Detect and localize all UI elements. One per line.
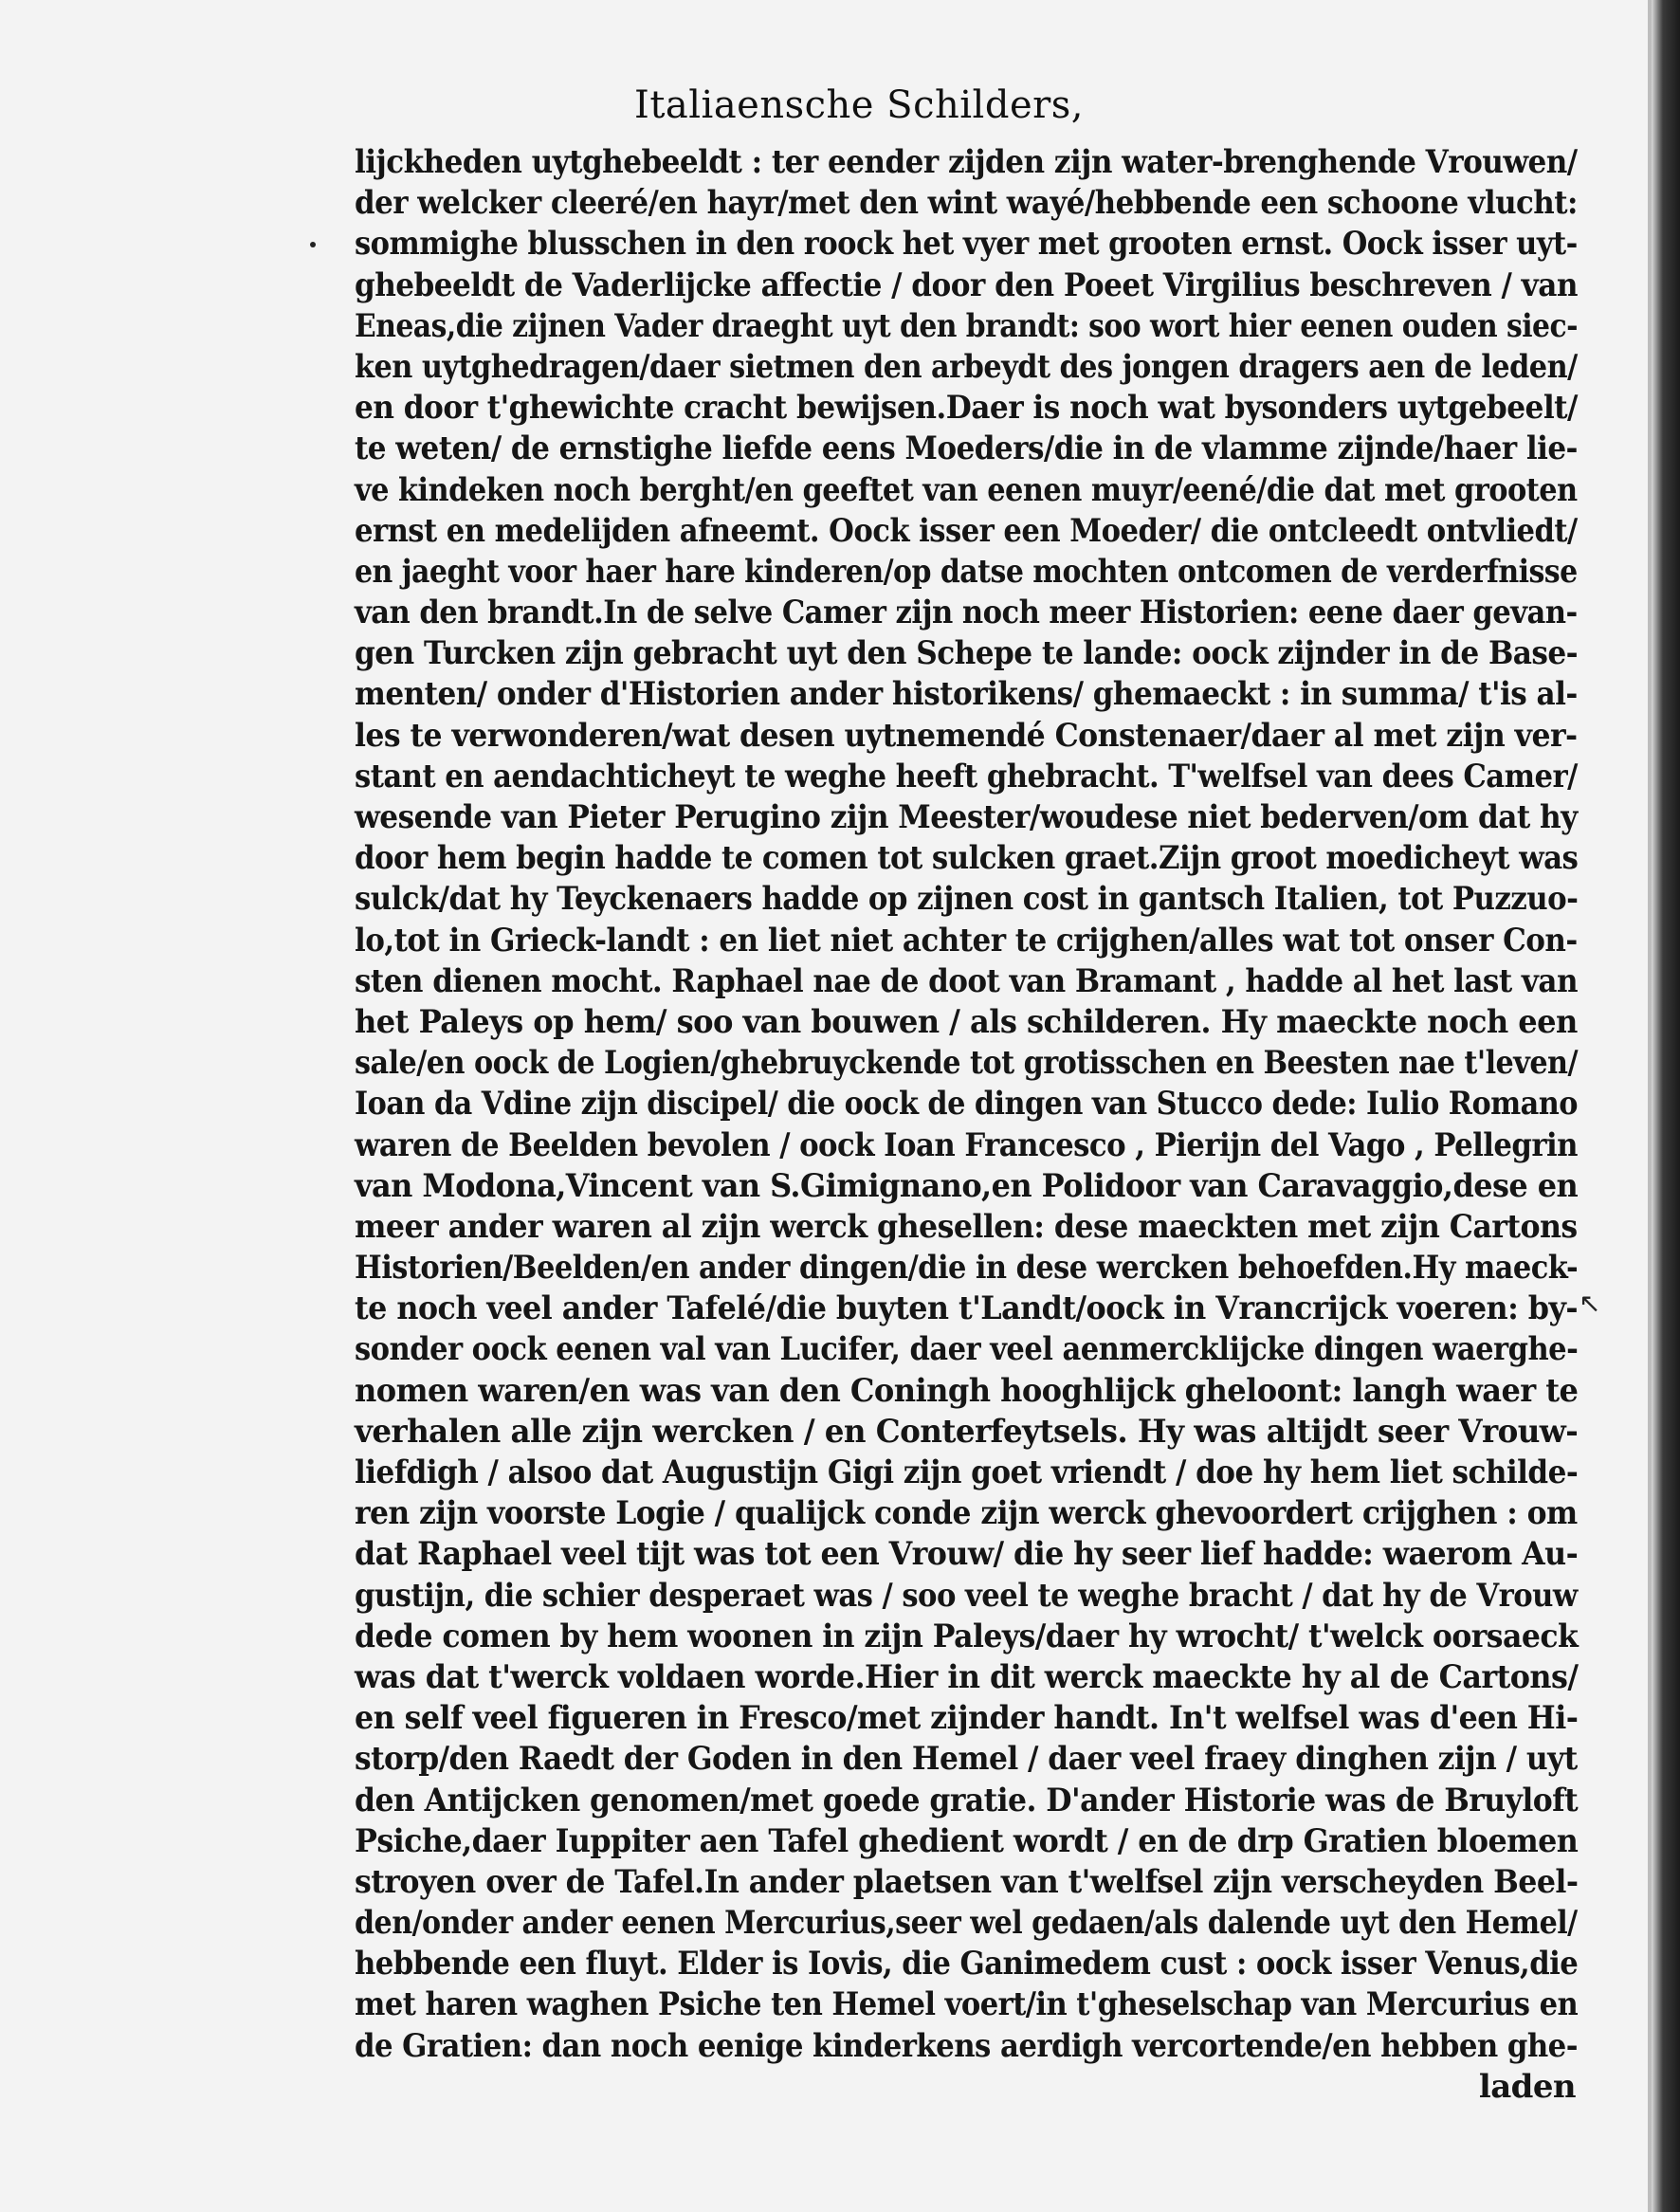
text-line: wesende van Pieter Perugino zijn Meester/woudese niet bederven/om dat hy — [355, 798, 1578, 836]
text-line: en jaeght voor haer hare kinderen/op datse mochten ontcomen de verderfnisse — [355, 552, 1578, 591]
text-line: door hem begin hadde te comen tot sulcken graet.Zijn groot moedicheyt was — [355, 839, 1579, 878]
text-line: Historien/Beelden/en ander dingen/die in dese wercken behoefden.Hy maeck- — [355, 1249, 1579, 1288]
text-line: de Gratien: dan noch eenige kinderkens aerdigh vercortende/en hebben ghe- — [355, 2026, 1578, 2065]
text-line: Ioan da Vdine zijn discipel/ die oock de dingen van Stucco dede: Iulio Romano — [355, 1085, 1578, 1124]
text-line: en self veel figueren in Fresco/met zijnder handt. In't welfsel was d'een Hi- — [355, 1699, 1579, 1738]
text-line: ren zijn voorste Logie / qualijck conde zijn werck ghevoordert crijghen : om — [355, 1494, 1578, 1533]
text-line: gustijn, die schier desperaet was / soo veel te weghe bracht / dat hy de Vrouw — [355, 1576, 1578, 1615]
text-line: te weten/ de ernstighe liefde eens Moeders/die in de vlamme zijnde/haer lie- — [355, 430, 1578, 468]
text-line: sonder oock eenen val van Lucifer, daer veel aenmercklijcke dingen waerghe- — [355, 1330, 1579, 1369]
text-line: sommighe blusschen in den roock het vyer met grooten ernst. Oock isser uyt- — [355, 225, 1578, 264]
text-line: waren de Beelden bevolen / oock Ioan Francesco , Pierijn del Vago , Pellegrin — [355, 1125, 1578, 1164]
text-line: verhalen alle zijn wercken / en Conterfeytsels. Hy was altijdt seer Vrouw- — [355, 1412, 1579, 1451]
text-line: menten/ onder d'Historien ander historikens/ ghemaeckt : in summa/ t'is al- — [355, 675, 1578, 714]
text-line: laden — [1478, 2067, 1576, 2106]
body-text — [355, 142, 1587, 2108]
text-line: ken uytghedragen/daer sietmen den arbeydt des jongen dragers aen de leden/ — [355, 347, 1578, 386]
text-line: hebbende een fluyt. Elder is Iovis, die Ganimedem cust : oock isser Venus,die — [355, 1945, 1579, 1983]
text-line: te noch veel ander Tafelé/die buyten t'Landt/oock in Vrancrijck voeren: by- — [355, 1289, 1579, 1328]
text-line: ernst en medelijden afneemt. Oock isser een Moeder/ die ontcleedt ontvliedt/ — [355, 511, 1578, 550]
text-line: les te verwonderen/wat desen uytnemendé Constenaer/daer al met zijn ver- — [355, 716, 1578, 755]
text-line: den Antijcken genomen/met goede gratie. D'ander Historie was de Bruyloft — [355, 1781, 1579, 1819]
text-line: stroyen over de Tafel.In ander plaetsen van t'welfsel zijn verscheyden Beel- — [355, 1862, 1579, 1901]
text-line: ve kindeken noch berght/en geeftet van eenen muyr/eené/die dat met grooten — [355, 470, 1578, 509]
text-line: nomen waren/en was van den Coningh hooghlijck gheloont: langh waer te — [355, 1371, 1579, 1410]
text-line: meer ander waren al zijn werck ghesellen: dese maeckten met zijn Cartons — [355, 1207, 1578, 1246]
text-line: sulck/dat hy Teyckenaers hadde op zijnen cost in gantsch Italien, tot Puzzuo- — [355, 880, 1579, 919]
running-head: Italiaensche Schilders, — [634, 83, 1084, 127]
text-line: gen Turcken zijn gebracht uyt den Schepe te lande: oock zijnder in de Base- — [355, 634, 1579, 673]
book-edge — [1652, 0, 1680, 2212]
text-line: dede comen by hem woonen in zijn Paleys/daer hy wrocht/ t'welck oorsaeck — [355, 1617, 1579, 1655]
text-line: sale/en oock de Logien/ghebruyckende tot grotisschen en Beesten nae t'leven/ — [355, 1044, 1579, 1083]
text-line: den/onder ander eenen Mercurius,seer wel gedaen/als dalende uyt den Hemel/ — [355, 1904, 1578, 1943]
text-line: Psiche,daer Iuppiter aen Tafel ghedient wordt / en de drp Gratien bloemen — [355, 1821, 1579, 1860]
text-line: lijckheden uytghebeeldt : ter eender zijden zijn water-brenghende Vrouwen/ — [355, 143, 1578, 181]
margin-mark: ↖ — [1579, 1288, 1601, 1319]
text-line: met haren waghen Psiche ten Hemel voert/in t'gheselschap van Mercurius en — [355, 1985, 1579, 2024]
text-line: sten dienen mocht. Raphael nae de doot van Bramant , hadde al het last van — [355, 961, 1578, 1000]
text-line: en door t'ghewichte cracht bewijsen.Daer is noch wat bysonders uytgebeelt/ — [355, 389, 1578, 428]
text-line: van den brandt.In de selve Camer zijn noch meer Historien: eene daer gevan- — [355, 594, 1578, 632]
text-line: dat Raphael veel tijt was tot een Vrouw/ die hy seer lief hadde: waerom Au- — [355, 1535, 1579, 1574]
text-line: stant en aendachticheyt te weghe heeft ghebracht. T'welfsel van dees Camer/ — [355, 757, 1578, 795]
margin-dot — [310, 242, 316, 247]
text-line: Eneas,die zijnen Vader draeght uyt den brandt: soo wort hier eenen ouden siec- — [355, 306, 1578, 345]
text-line: van Modona,Vincent van S.Gimignano,en Polidoor van Caravaggio,dese en — [355, 1166, 1579, 1205]
text-line: der welcker cleeré/en hayr/met den wint wayé/hebbende een schoone vlucht: — [355, 184, 1578, 223]
text-line: ghebeeldt de Vaderlijcke affectie / door den Poeet Virgilius beschreven / van — [355, 265, 1578, 304]
text-line: storp/den Raedt der Goden in den Hemel / daer veel fraey dinghen zijn / uyt — [355, 1740, 1578, 1779]
text-line: liefdigh / alsoo dat Augustijn Gigi zijn goet vriendt / doe hy hem liet schilde- — [355, 1453, 1579, 1491]
text-line: was dat t'werck voldaen worde.Hier in dit werck maeckte hy al de Cartons/ — [355, 1657, 1579, 1696]
text-line: lo,tot in Grieck-landt : en liet niet achter te crijghen/alles wat tot onser Con- — [355, 921, 1578, 960]
text-line: het Paleys op hem/ soo van bouwen / als schilderen. Hy maeckte noch een — [355, 1002, 1578, 1041]
